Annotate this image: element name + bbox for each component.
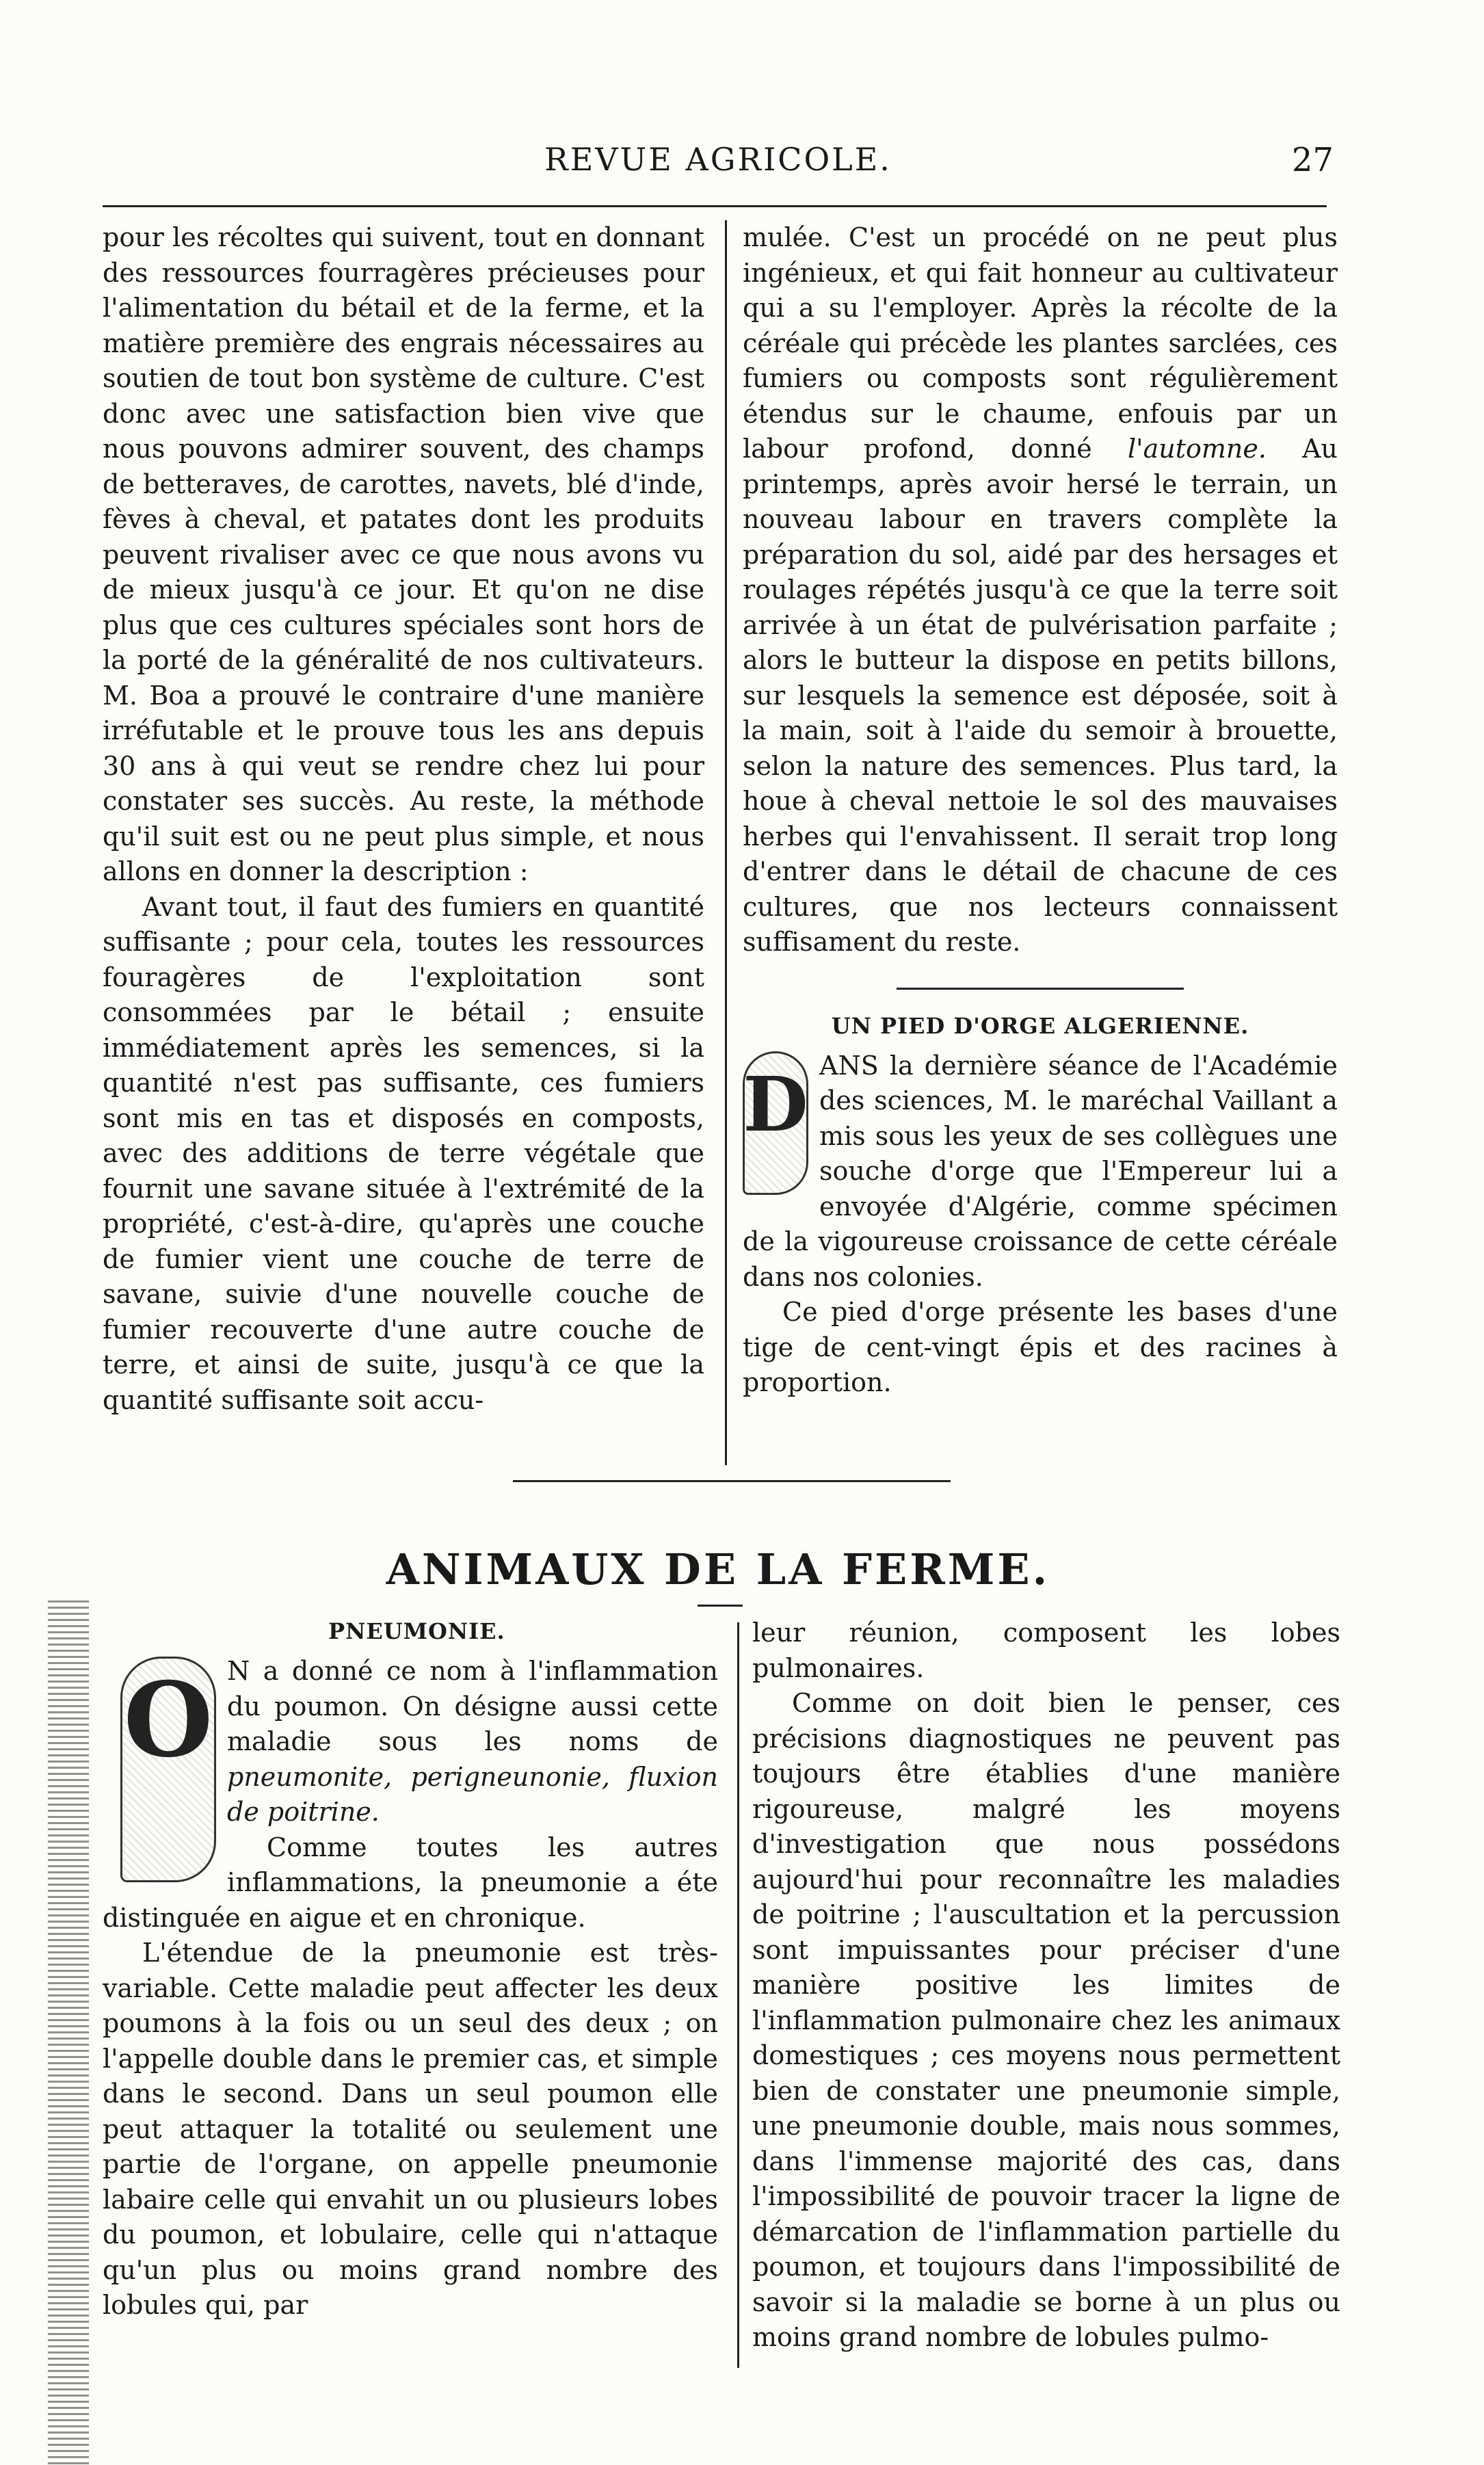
running-title: REVUE AGRICOLE. [544,141,892,178]
italic-text: pneumonite, perigneunonie, fluxion de poitrine. [227,1761,718,1827]
text-run: Au printemps, après avoir hersé le terrain, un nouveau labour en travers complète la préparation du sol, aidé par des hersages et roulages répétés jusqu'à ce que la terre soit arrivée à un état de pulvérisation parfaite ; alors le butteur la dispose en petits billons, sur lesquels la semence est déposée, soit à la main, soit à l'aide du semoir à brouette, selon la nature des semences. Plus tard, la houe à cheval nettoie le sol des mauvaises herbes qui l'envahissent. Il serait trop long d'entrer dans le détail de chacune de ces cultures, que nos lecteurs connaissent suffisament du reste. [743,434,1338,957]
page-number: 27 [1291,141,1334,179]
text-run: N a donné ce nom à l'inflammation du poumon. On désigne aussi cette maladie sous les noms de [227,1656,718,1756]
pneumonie-article [103,1654,718,2323]
page-header [103,141,1334,182]
article-separator [897,988,1184,990]
dropcap-d: D [743,1051,808,1195]
paragraph: Comme toutes les autres inflammations, la pneumonie a éte distinguée en aigue et en chronique. [103,1832,718,1933]
text-run: mulée. C'est un procédé on ne peut plus ingénieux, et qui fait honneur au cultivateur qui a su l'employer. Après la récolte de la céréale qui précède les plantes sarclées, ces fumiers ou composts sont régulièrement étendus sur le chaume, enfouis par un labour profond, donné [743,222,1338,464]
paragraph: pour les récoltes qui suivent, tout en donnant des ressources fourragères précieuses pour l'alimentation du bétail et de la ferme, et la matière première des engrais nécessaires au soutien de tout bon système de culture. C'est donc avec une satisfaction bien vive que nous pouvons admirer souvent, des champs de betteraves, de carottes, navets, blé d'inde, fèves à cheval, et patates dont les produits peuvent rivaliser avec ce que nous avons vu de mieux jusqu'à ce jour. Et qu'on ne dise plus que ces cultures spéciales sont hors de la porté de la généralité de nos cultivateurs. M. Boa a prouvé le contraire d'une manière irréfutable et le prouve tous les ans depuis 30 ans à qui veut se rendre chez lui pour constater ses succès. Au reste, la méthode qu'il suit est ou ne peut plus simple, et nous allons en donner la description : [103,222,704,886]
paragraph: Comme on doit bien le penser, ces précisions diagnostiques ne peuvent pas toujours être établies d'une manière rigoureuse, malgré les moyens d'investigation que nous possédons aujourd'hui pour reconnaître les maladies de poitrine ; l'auscultation et la percussion sont impuissantes pour préciser d'une manière positive les limites de l'inflammation pulmonaire chez les animaux domestiques ; ces moyens nous permettent bien de constater une pneumonie simple, une pneumonie double, mais nous sommes, dans l'immense majorité des cas, dans l'impossibilité de pouvoir tracer la ligne de démarcation de l'inflammation partielle du poumon, et toujours dans l'impossibilité de savoir si la maladie se borne à un plus ou moins grand nombre de lobules pulmo- [752,1688,1340,2352]
paragraph: L'étendue de la pneumonie est très-variable. Cette maladie peut affecter les deux poumons à la fois ou un seul des deux ; on l'appelle double dans le premier cas, et simple dans le second. Dans un seul poumon elle peut attaquer la totalité ou seulement une partie de l'organe, on appelle pneumonie labaire celle qui envahit un ou plusieurs lobes du poumon, et lobulaire, celle qui n'attaque qu'un plus ou moins grand nombre des lobules qui, par [103,1938,718,2320]
section-separator [513,1480,951,1482]
italic-text: l'automne. [1127,434,1267,464]
binding-edge-artifact [48,1600,89,2465]
paragraph: leur réunion, composent les lobes pulmonaires. [752,1618,1340,1683]
paragraph [743,220,1338,960]
orge-heading: UN PIED D'ORGE ALGERIENNE. [831,1012,1249,1039]
orge-article [743,1049,1338,1401]
pneumonie-right-column [752,1616,1340,2356]
paragraph: Ce pied d'orge présente les bases d'une tige de cent-vingt épis et des racines à proportion. [743,1297,1338,1397]
pneumonie-left-column [103,1616,718,2323]
dropcap-o: O [120,1657,216,1882]
section-title: ANIMAUX DE LA FERME. [386,1544,1050,1594]
top-right-column [743,220,1338,1401]
column-divider [737,1622,739,2368]
pneumonie-heading: PNEUMONIE. [328,1618,505,1644]
column-divider [725,220,727,1465]
top-left-column [103,220,704,1418]
header-rule [103,205,1327,207]
title-underline [698,1605,743,1607]
paragraph: Avant tout, il faut des fumiers en quantité suffisante ; pour cela, toutes les ressources fouragères de l'exploitation sont consommées par le bétail ; ensuite immédiatement après les semences, si la quantité n'est pas suffisante, ces fumiers sont mis en tas et disposés en composts, avec des additions de terre végétale que fournit une savane située à l'extrémité de la propriété, c'est-à-dire, qu'après une couche de fumier vient une couche de terre de savane, suivie d'une nouvelle couche de fumier recouverte d'une autre couche de terre, et ainsi de suite, jusqu'à ce que la quantité suffisante soit accu- [103,891,704,1415]
paragraph: ANS la dernière séance de l'Académie des sciences, M. le maréchal Vaillant a mis sous les yeux de ses collègues une souche d'orge que l'Empereur lui a envoyée d'Algérie, comme spécimen de la vigoureuse croissance de cette céréale dans nos colonies. [743,1050,1338,1292]
